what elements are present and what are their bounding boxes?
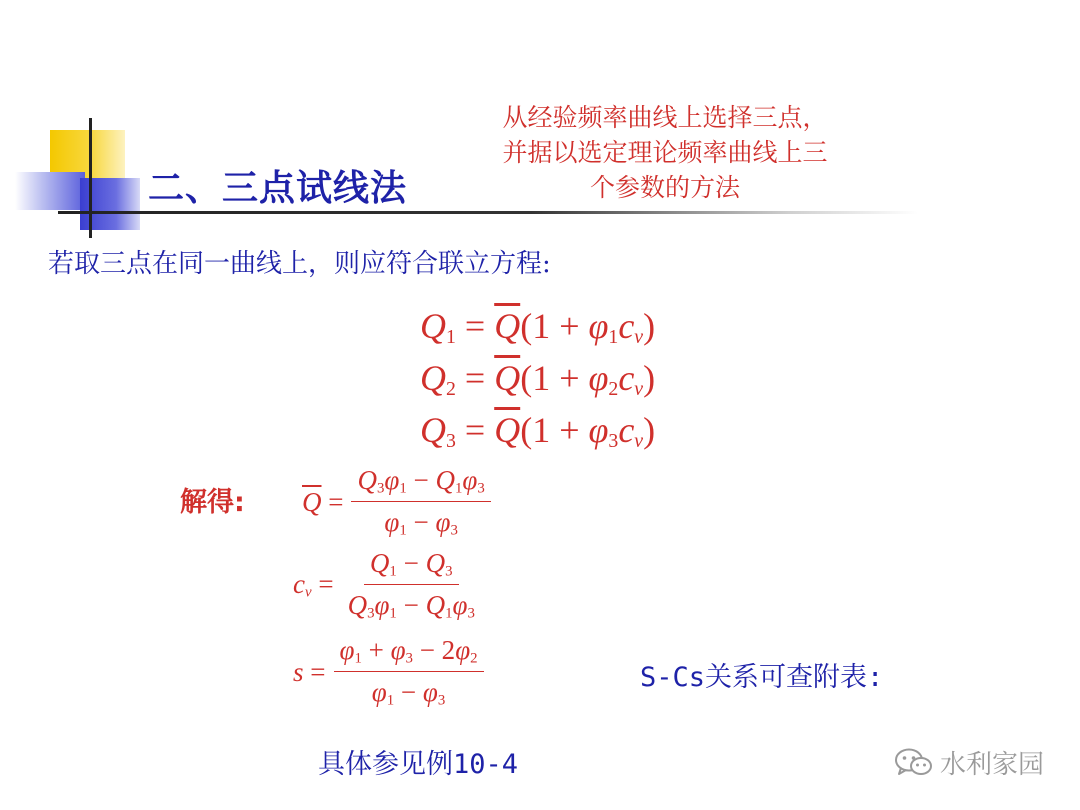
watermark xyxy=(894,744,1044,781)
equation-q2: $Q_2 = \overline{Q}(1 + \varphi_2c_v)$ xyxy=(420,358,656,400)
slide-title: 二、三点试线法 xyxy=(148,168,408,209)
s-cs-note: S-Cs关系可查附表: xyxy=(640,662,884,693)
intro-text: 若取三点在同一曲线上，则应符合联立方程: xyxy=(48,249,551,279)
wechat-icon xyxy=(894,747,934,779)
equation-q1: $Q_1 = \overline{Q}(1 + \varphi_1c_v)$ xyxy=(420,306,656,348)
title-divider xyxy=(58,211,918,214)
decor-blue-gradient xyxy=(15,172,85,210)
formula-s: s = $\frac{\varphi_1 + \varphi_3 - 2\varphi_2}{\varphi_1 - \varphi_3}$ xyxy=(293,635,484,709)
decor-vertical-line xyxy=(89,118,92,238)
formula-q-mean: $\overline{Q}$ = $\frac{Q_3\varphi_1 - Q_1\varphi_3}{\varphi_1 - \varphi_3}$ xyxy=(302,465,491,539)
example-reference: 具体参见例10-4 xyxy=(318,749,519,780)
equation-q3: $Q_3 = \overline{Q}(1 + \varphi_3c_v)$ xyxy=(420,410,656,452)
solve-label: 解得: xyxy=(180,487,245,518)
watermark-text: 水利家园 xyxy=(940,750,1045,780)
method-note: 从经验频率曲线上选择三点，并据以选定理论频率曲线上三个参数的方法 xyxy=(502,103,828,202)
formula-cv: $c_v$ = $\frac{Q_1 - Q_3}{Q_3\varphi_1 - Q_1\varphi_3}$ xyxy=(293,548,475,622)
